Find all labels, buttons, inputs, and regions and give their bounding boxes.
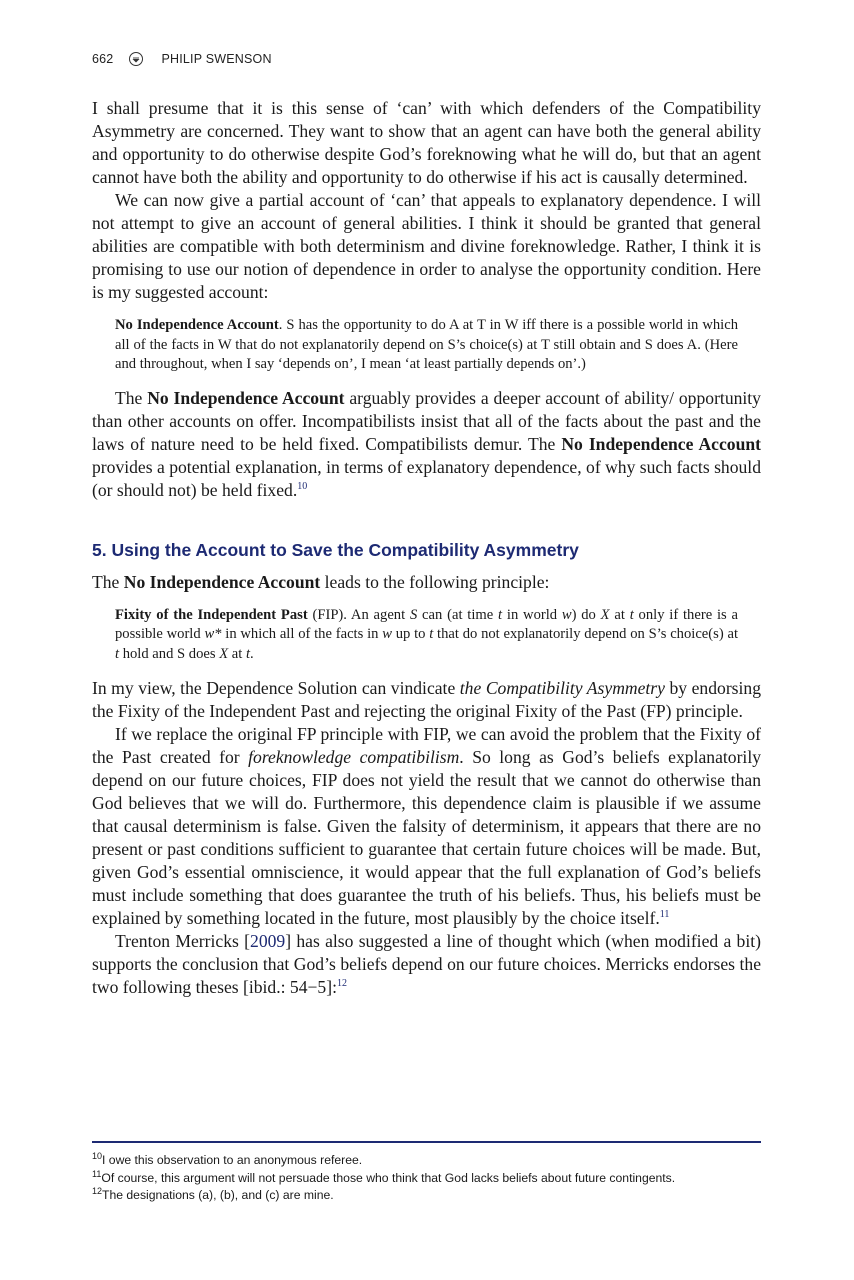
text-run: The — [115, 387, 148, 408]
fip-principle-definition — [115, 606, 738, 665]
fip-replacement-paragraph — [92, 723, 761, 930]
text-run: that do not explanatorily depend on S’s choice(s) at — [433, 626, 738, 642]
emphasis: the Compatibility Asymmetry — [459, 678, 665, 698]
text-run: If we replace the original FP principle with FIP, we can avoid the problem that the Fixity of the Past created for — [92, 724, 761, 767]
citation-link[interactable]: 2009 — [250, 931, 286, 951]
footnote-ref-12[interactable]: 12 — [336, 978, 347, 989]
footnote-text: I owe this observation to an anonymous referee. — [102, 1153, 363, 1167]
account-paragraph: We can now give a partial account of ‘can’ that appeals to explanatory dependence. I will not attempt to give an account of general abilities. I think it should be granted that general abilities are compatible with both determinism and divine foreknowledge. Rather, I think it is promising to use our notion of dependence in order to analyse the opportunity condition. Here is my suggested account: — [92, 190, 761, 302]
account-term: No Independence Account — [561, 433, 762, 454]
intro-paragraph: I shall presume that it is this sense of ‘can’ with which defenders of the Compatibility Asymmetry are concerned. They want to show that an agent can have both the general ability and opportunity to do otherwise despite God’s foreknowing what he will do, but that an agent cannot have both the ability and opportunity to do otherwise if his act is causally determined. — [92, 98, 761, 187]
var: t — [629, 606, 634, 623]
var: X — [600, 606, 610, 623]
account-term: No Independence Account — [147, 387, 345, 408]
text-run: . So long as God’s beliefs explanatorily depend on our future choices, FIP does not yield the result that we cannot do otherwise than God believes that we will do. Furthermore, this dependence claim is plausible if we assume that causal determinism is false. Given the falsity of determinism, it appears that there are no present or past conditions sufficient to guarantee that certain future choices will be made. But, given God’s essential omniscience, it would appear that the full explanation of God’s beliefs must include something that does guarantee the truth of his beliefs. Thus, his beliefs must be explained by something located in the future, most plausibly by the choice itself. — [92, 747, 762, 928]
footnotes — [92, 1152, 761, 1205]
var: S — [409, 606, 418, 623]
text-run: at — [609, 606, 630, 623]
merricks-paragraph — [92, 930, 761, 999]
var: w — [561, 606, 572, 623]
text-run: provides a potential explanation, in terms of explanatory dependence, of why such facts should (or should not) be held fixed. — [92, 456, 761, 500]
text-run: leads to the following principle: — [320, 571, 550, 592]
footnote-text: Of course, this argument will not persuade those who think that God lacks beliefs about future contingents. — [101, 1170, 676, 1185]
text-run: (FIP). An agent — [307, 606, 410, 623]
running-author: PHILIP SWENSON — [161, 52, 272, 66]
text-run: Trenton Merricks [ — [115, 931, 251, 951]
article-body — [92, 97, 761, 999]
deeper-account-paragraph — [92, 387, 761, 502]
publisher-logo-icon — [129, 52, 143, 66]
vindicate-paragraph — [92, 677, 761, 723]
definition-text: . S has the opportunity to do A at T in W iff there is a possible world in which all of the facts in W that do not explanatorily depend on S’s choice(s) at T still obtain and S does A. (Here and throughout, when I say ‘depends on’, I mean ‘at least partially depends on’.) — [115, 317, 738, 372]
section-heading: 5. Using the Account to Save the Compatibility Asymmetry — [92, 539, 579, 560]
text-run: arguably provides a deeper account of ability/ opportunity than other accounts on offer. Incompatibilists insist that all of the facts about the past and the laws of nature need to be held fixed. Compatibilists demur. The — [92, 387, 761, 454]
footnote-10 — [92, 1152, 761, 1170]
definition-term: No Independence Account — [115, 317, 279, 333]
text-run: ) do — [571, 606, 601, 623]
footnote-number: 12 — [92, 1186, 103, 1196]
text-run: at — [228, 645, 246, 662]
running-header — [92, 49, 272, 69]
var: X — [219, 645, 229, 662]
footnote-text: The designations (a), (b), and (c) are mine. — [102, 1188, 334, 1202]
var: t — [429, 626, 434, 642]
footnote-rule — [92, 1141, 761, 1143]
text-run: up to — [391, 626, 430, 642]
section-lead-paragraph — [92, 571, 761, 594]
footnote-ref-10[interactable]: 10 — [297, 480, 308, 492]
var: w — [382, 626, 392, 642]
fip-term: Fixity of the Independent Past — [115, 606, 308, 623]
footnote-12 — [92, 1187, 761, 1205]
footnote-number: 11 — [92, 1168, 102, 1179]
text-run: . — [250, 645, 254, 662]
var: w* — [204, 626, 222, 642]
emphasis: foreknowledge compatibilism — [248, 747, 460, 767]
text-run: in world — [502, 606, 562, 623]
var: t — [115, 645, 120, 662]
no-independence-account-definition — [115, 316, 738, 375]
text-run: can (at time — [417, 606, 499, 623]
footnote-11 — [92, 1170, 761, 1188]
var: t — [245, 645, 251, 662]
footnote-number: 10 — [92, 1151, 103, 1161]
text-run: only if there is a possible world — [115, 606, 738, 642]
text-run: by endorsing the Fixity of the Independent Past and rejecting the original Fixity of the Past (FP) principle. — [92, 678, 762, 721]
text-run: in which all of the facts in — [221, 626, 383, 642]
text-run: ] has also suggested a line of thought which (when modified a bit) supports the conclusion that God’s beliefs depend on our future choices. Merricks endorses the two following theses [ibid.: 54−5]: — [92, 931, 761, 997]
footnote-ref-11[interactable]: 11 — [659, 909, 670, 920]
text-run: In my view, the Dependence Solution can vindicate — [92, 678, 460, 698]
text-run: hold and S does — [119, 645, 220, 662]
var: t — [498, 606, 503, 623]
page-number: 662 — [92, 52, 114, 66]
account-term: No Independence Account — [123, 571, 321, 592]
text-run: The — [92, 571, 124, 592]
